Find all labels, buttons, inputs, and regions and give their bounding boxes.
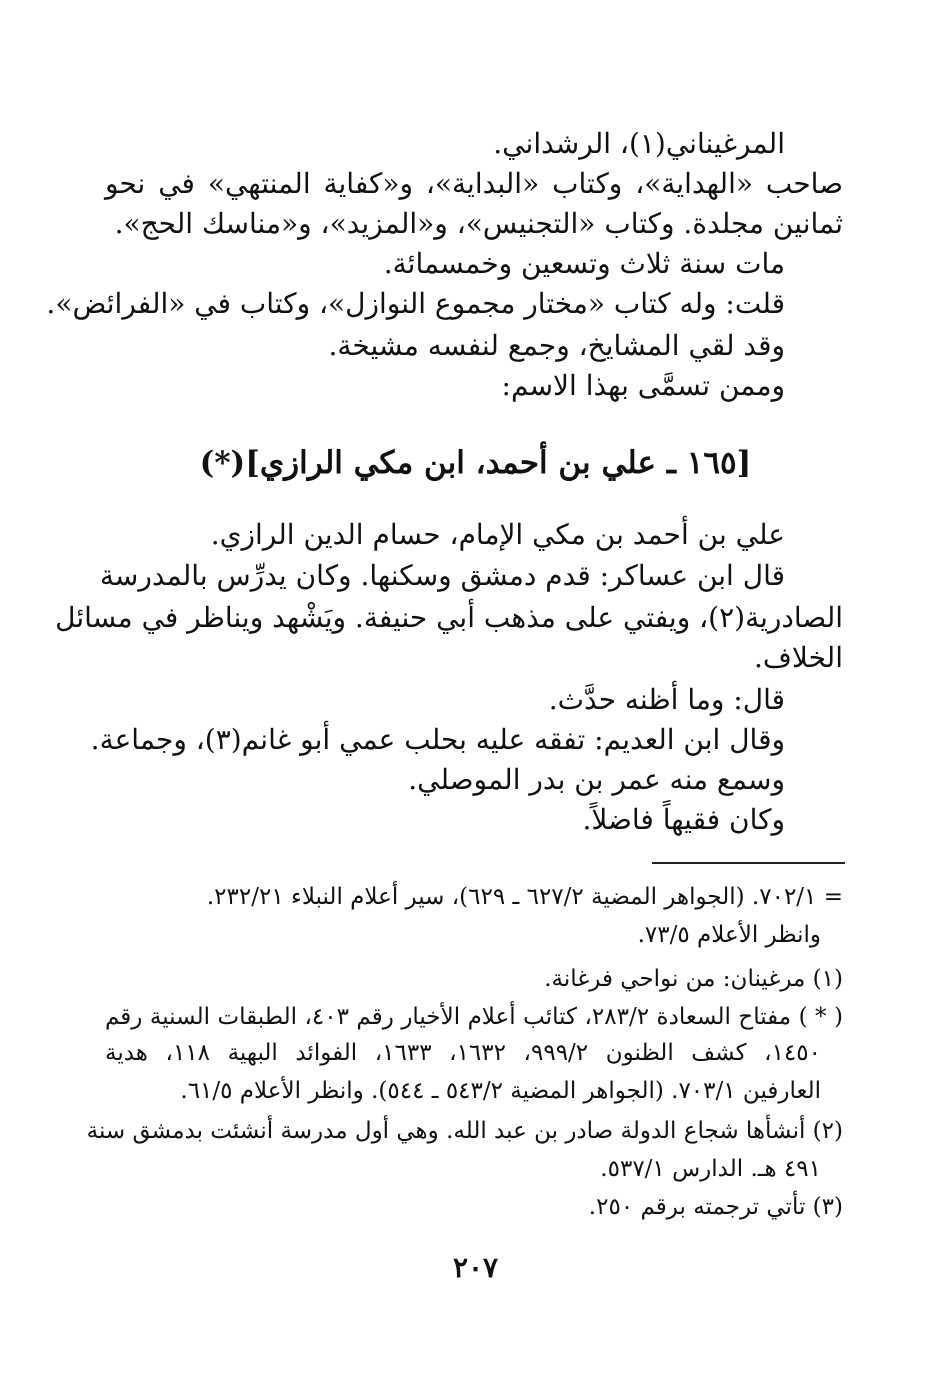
footnote-line-8: ٤٩١ هـ. الدارس ٥٣٧/١. (600, 1156, 821, 1182)
body-line-5: قلت: وله كتاب «مختار مجموع النوازل»، وكتاب في «الفرائض». (46, 287, 785, 320)
entry-line-8: وكان فقيهاً فاضلاً. (582, 803, 785, 836)
entry-line-4: الخلاف. (753, 641, 843, 674)
footnote-line-7: (٢) أنشأها شجاع الدولة صادر بن عبد الله. وهي أول مدرسة أنشئت بدمشق سنة (86, 1118, 843, 1144)
entry-line-7: وسمع منه عمر بن بدر الموصلي. (408, 763, 785, 796)
footnote-line-3: (١) مرغينان: من نواحي فرغانة. (544, 966, 843, 992)
body-line-3: ثمانين مجلدة. وكتاب «التجنيس»، و«المزيد»، و«مناسك الحج». (114, 207, 843, 240)
entry-line-3: الصادرية(٢)، ويفتي على مذهب أبي حنيفة. ويَشْهد ويناظر في مسائل (55, 601, 843, 634)
entry-heading: [١٦٥ ـ علي بن أحمد، ابن مكي الرازي](*) (199, 445, 752, 481)
footnote-line-5: ١٤٥٠، كشف الظنون ٩٩٩/٢، ١٦٣٢، ١٦٣٣، الفوائد البهية ١١٨، هدية (105, 1040, 821, 1066)
page-number: ٢٠٧ (452, 1251, 499, 1284)
entry-line-1: علي بن أحمد بن مكي الإمام، حسام الدين الرازي. (210, 518, 785, 551)
body-line-1: المرغيناني(١)، الرشداني. (493, 127, 785, 160)
footnote-line-2: وانظر الأعلام ٧٣/٥. (637, 922, 821, 948)
footnote-line-4: ( * ) مفتاح السعادة ٢٨٣/٢، كتائب أعلام الأخيار رقم ٤٠٣، الطبقات السنية رقم (105, 1004, 843, 1030)
footnote-separator (652, 862, 845, 864)
body-line-7: وممن تسمَّى بهذا الاسم: (501, 369, 785, 402)
entry-line-2: قال ابن عساكر: قدم دمشق وسكنها. وكان يدرِّس بالمدرسة (99, 559, 785, 592)
body-line-6: وقد لقي المشايخ، وجمع لنفسه مشيخة. (328, 329, 785, 362)
entry-line-5: قال: وما أظنه حدَّث. (548, 683, 785, 716)
body-line-2: صاحب «الهداية»، وكتاب «البداية»، و«كفاية المنتهي» في نحو (105, 167, 843, 200)
footnote-line-1: = ٧٠٢/١. (الجواهر المضية ٦٢٧/٢ ـ ٦٢٩)، سير أعلام النبلاء ٢٣٢/٢١. (206, 884, 843, 910)
body-line-4: مات سنة ثلاث وتسعين وخمسمائة. (383, 247, 785, 280)
footnote-line-9: (٣) تأتي ترجمته برقم ٢٥٠. (588, 1194, 843, 1220)
footnote-line-6: العارفين ٧٠٣/١. (الجواهر المضية ٥٤٣/٢ ـ ٥٤٤). وانظر الأعلام ٦١/٥. (180, 1078, 821, 1104)
entry-line-6: وقال ابن العديم: تفقه عليه بحلب عمي أبو غانم(٣)، وجماعة. (90, 723, 785, 756)
